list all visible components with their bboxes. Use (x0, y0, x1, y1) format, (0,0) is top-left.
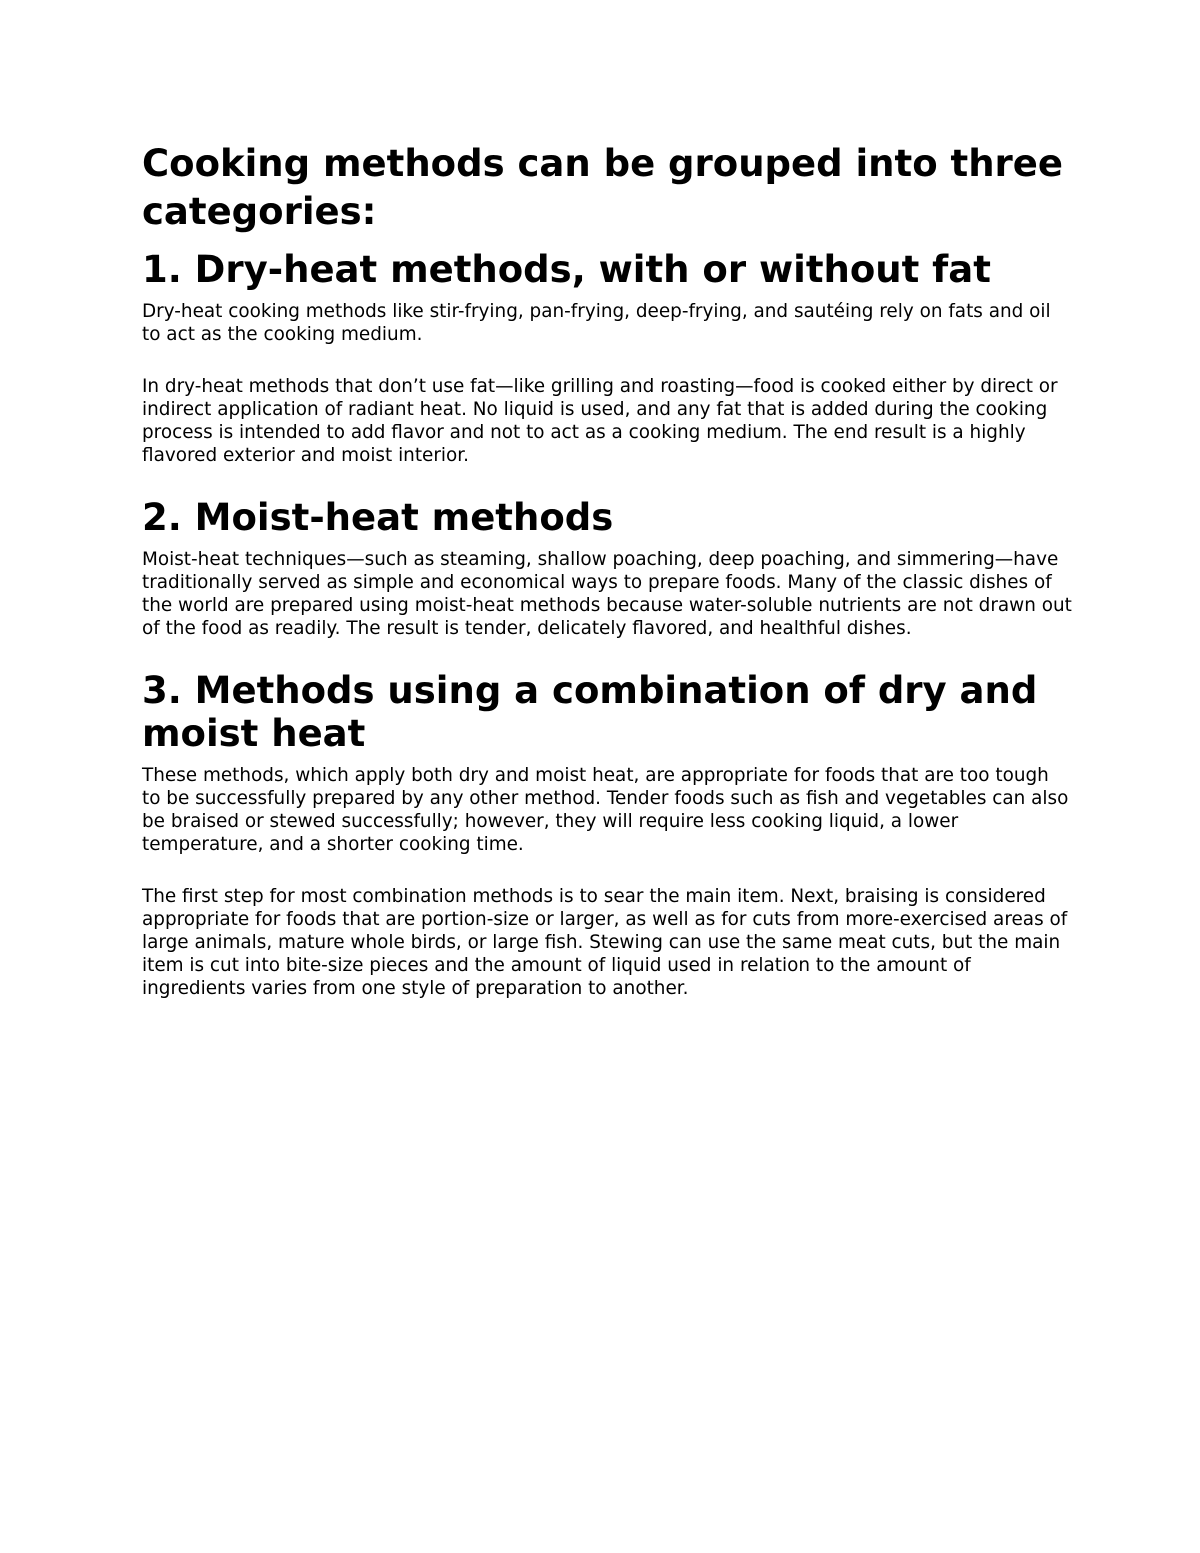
section-combination (142, 669, 1072, 1000)
document-page (142, 140, 1072, 1029)
section-dry-heat (142, 248, 1072, 467)
section-heading-moist-heat: 2. Moist-heat methods (142, 496, 614, 539)
paragraph: These methods, which apply both dry and moist heat, are appropriate for foods that are too tough to be successfully prepared by any other method. Tender foods such as fish and vegetables can also be braised or stewed successfully; however, they will require less cooking liquid, a lower temperature, and a shorter cooking time. (142, 765, 1069, 855)
section-heading-combination: 3. Methods using a combination of dry and moist heat (142, 669, 1038, 755)
paragraph: In dry-heat methods that don’t use fat—like grilling and roasting—food is cooked either by direct or indirect application of radiant heat. No liquid is used, and any fat that is added during the cooking process is intended to add flavor and not to act as a cooking medium. The end result is a highly flavored exterior and moist interior. (142, 376, 1058, 466)
paragraph: Moist-heat techniques—such as steaming, shallow poaching, deep poaching, and simmering—have traditionally served as simple and economical ways to prepare foods. Many of the classic dishes of the world are prepared using moist-heat methods because water-soluble nutrients are not drawn out of the food as readily. The result is tender, delicately flavored, and healthful dishes. (142, 549, 1072, 639)
section-heading-dry-heat: 1. Dry-heat methods, with or without fat (142, 248, 991, 291)
page-title: Cooking methods can be grouped into three categories: (142, 142, 1063, 233)
paragraph: The first step for most combination methods is to sear the main item. Next, braising is considered appropriate for foods that are portion-size or larger, as well as for cuts from more-exercised areas of large animals, mature whole birds, or large fish. Stewing can use the same meat cuts, but the main item is cut into bite-size pieces and the amount of liquid used in relation to the amount of ingredients varies from one style of preparation to another. (142, 886, 1068, 999)
section-moist-heat (142, 496, 1072, 640)
paragraph: Dry-heat cooking methods like stir-frying, pan-frying, deep-frying, and sautéing rely on fats and oil to act as the cooking medium. (142, 301, 1051, 345)
